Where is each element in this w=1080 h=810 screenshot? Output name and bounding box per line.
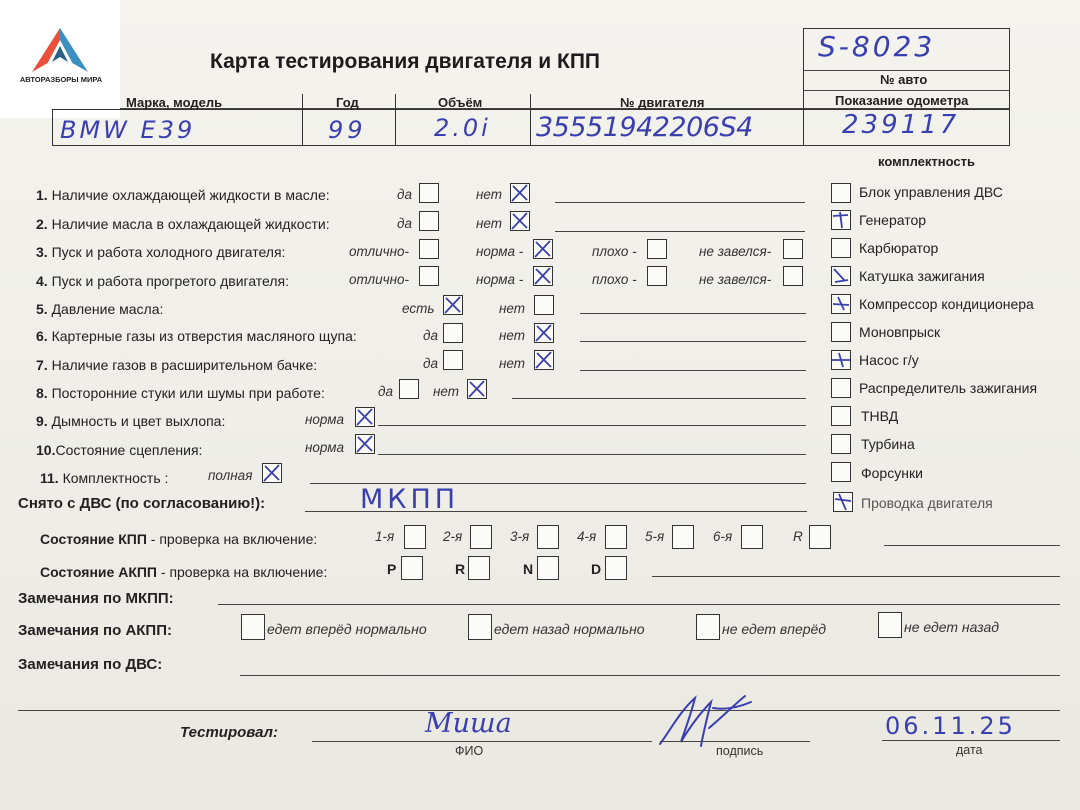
value-odometer: 239117 [842,110,960,140]
col-label-engine-number: № двигателя [620,95,705,110]
akpp-gear-n-label: N [523,561,534,577]
q7-opt-no: нет [499,356,526,371]
q6-opt-no: нет [499,328,526,343]
check-mark-icon [830,209,852,231]
tester-name: Миша [425,708,512,739]
akpp-no-backward-label: не едет назад [904,619,999,635]
akpp-gear-p-checkbox[interactable] [401,556,423,580]
col-label-model: Марка, модель [126,95,223,110]
component-generator-checkbox[interactable] [831,210,851,230]
component-ac-compressor-label: Компрессор кондиционера [859,296,1034,312]
component-distributor-label: Распределитель зажигания [859,380,1038,396]
remarks-dvs-line-1 [240,675,1060,676]
q2-opt-yes: да [397,216,412,231]
q1-opt-yes: да [397,187,412,202]
q11-label: 11. Комплектность : [40,470,169,486]
akpp-gear-r-checkbox[interactable] [468,556,490,580]
kpp-gear-1-label: 1-я [375,529,395,544]
q2-label: 2. Наличие масла в охлаждающей жидкости: [36,216,330,232]
q4-normal-checkbox[interactable] [533,266,553,286]
q3-opt-normal: норма - [476,244,524,259]
removed-label: Снято с ДВС (по согласованию!): [18,495,266,512]
check-mark-icon [466,378,488,400]
check-mark-icon [354,433,376,455]
remarks-mkpp-line [218,604,1060,605]
logo-emblem-icon [30,26,90,74]
akpp-gear-n-checkbox[interactable] [537,556,559,580]
q3-bad-checkbox[interactable] [647,239,667,259]
kpp-gear-4-checkbox[interactable] [605,525,627,549]
q11-opt-full: полная [208,468,253,483]
akpp-no-backward-checkbox[interactable] [878,612,902,638]
akpp-backward-ok-label: едет назад нормально [494,621,645,637]
component-ignition-coil-checkbox[interactable] [831,266,851,286]
component-wiring-label: Проводка двигателя [861,495,993,511]
component-ecu-checkbox[interactable] [831,183,851,203]
q3-opt-not-started: не завелся- [699,244,772,259]
q4-opt-bad: плохо - [592,272,637,287]
value-engine-number: 35551942206S4 [536,112,753,143]
component-turbine-label: Турбина [861,436,915,452]
q7-opt-yes: да [423,356,438,371]
q4-excellent-checkbox[interactable] [419,266,439,286]
component-ecu-label: Блок управления ДВС [859,184,1003,200]
component-ignition-coil-label: Катушка зажигания [859,268,985,284]
component-turbine-checkbox[interactable] [831,434,851,454]
remarks-dvs-label: Замечания по ДВС: [18,656,163,673]
check-mark-icon [442,294,464,316]
component-carburetor-label: Карбюратор [859,240,939,256]
q8-no-checkbox[interactable] [467,379,487,399]
remarks-dvs-line-2 [18,710,1060,711]
q6-label: 6. Картерные газы из отверстия масляного щупа: [36,328,357,344]
check-mark-icon [832,491,854,513]
q7-yes-checkbox[interactable] [443,350,463,370]
check-mark-icon [354,406,376,428]
component-mono-injection-checkbox[interactable] [831,322,851,342]
value-volume: 2.0i [434,114,491,142]
q4-opt-excellent: отлично- [349,272,409,287]
date-line [882,740,1060,741]
check-mark-icon [532,265,554,287]
check-mark-icon [830,265,852,287]
kpp-gear-r-label: R [793,529,803,544]
q3-excellent-checkbox[interactable] [419,239,439,259]
test-date: 06.11.25 [885,712,1016,740]
car-number-value: S-8023 [818,30,936,63]
remarks-akpp-label: Замечания по АКПП: [18,622,172,639]
kpp-gear-2-label: 2-я [443,529,463,544]
akpp-gear-d-checkbox[interactable] [605,556,627,580]
check-mark-icon [830,349,852,371]
kpp-gear-2-checkbox[interactable] [470,525,492,549]
signature-line [660,741,810,742]
logo-text: АВТОРАЗБОРЫ МИРА [19,75,103,84]
q7-label: 7. Наличие газов в расширительном бачке: [36,357,318,373]
check-mark-icon [261,462,283,484]
component-injection-pump-label: ТНВД [861,408,899,424]
component-injectors-checkbox[interactable] [831,462,851,482]
q4-opt-not-started: не завелся- [699,272,772,287]
kpp-gear-r-checkbox[interactable] [809,525,831,549]
q1-label: 1. Наличие охлаждающей жидкости в масле: [36,187,330,203]
check-mark-icon [532,238,554,260]
check-mark-icon [533,322,555,344]
q2-yes-checkbox[interactable] [419,211,439,231]
check-mark-icon [509,182,531,204]
q1-no-checkbox[interactable] [510,183,530,203]
completeness-heading: комплектность [878,154,975,169]
q4-bad-checkbox[interactable] [647,266,667,286]
q5-yes-checkbox[interactable] [443,295,463,315]
tester-name-line [312,741,652,742]
component-generator-label: Генератор [859,212,927,228]
akpp-gear-r-label: R [455,561,466,577]
akpp-forward-ok-label: едет вперёд нормально [267,621,427,637]
component-distributor-checkbox[interactable] [831,378,851,398]
kpp-gear-4-label: 4-я [577,529,597,544]
component-ps-pump-label: Насос г/у [859,352,919,368]
akpp-gear-p-label: P [387,561,397,577]
col-label-year: Год [336,95,359,110]
check-mark-icon [533,349,555,371]
q9-normal-checkbox[interactable] [355,407,375,427]
q8-label: 8. Посторонние стуки или шумы при работе: [36,385,325,401]
q6-opt-yes: да [423,328,438,343]
q4-opt-normal: норма - [476,272,524,287]
signature-caption: подпись [716,744,764,758]
component-wiring-checkbox[interactable] [833,492,853,512]
q7-no-checkbox[interactable] [534,350,554,370]
component-carburetor-checkbox[interactable] [831,238,851,258]
q9-label: 9. Дымность и цвет выхлопа: [36,413,226,429]
q4-not-started-checkbox[interactable] [783,266,803,286]
value-model: BMW E39 [60,116,196,144]
col-label-odometer: Показание одометра [835,93,969,108]
q8-opt-no: нет [433,384,460,399]
removed-value: МКПП [360,484,460,515]
q6-no-checkbox[interactable] [534,323,554,343]
akpp-backward-ok-checkbox[interactable] [468,614,492,640]
car-number-label: № авто [880,72,928,87]
check-mark-icon [509,210,531,232]
value-year: 99 [328,116,367,144]
check-mark-icon [830,293,852,315]
akpp-gear-d-label: D [591,561,602,577]
q2-no-checkbox[interactable] [510,211,530,231]
q3-opt-bad: плохо - [592,244,637,259]
component-injectors-label: Форсунки [861,465,923,481]
akpp-no-forward-label: не едет вперёд [722,621,827,637]
component-ps-pump-checkbox[interactable] [831,350,851,370]
col-label-volume: Объём [438,95,483,110]
q5-no-checkbox[interactable] [534,295,554,315]
q9-opt-normal: норма [305,412,345,427]
kpp-gear-6-label: 6-я [713,529,733,544]
q1-opt-no: нет [476,187,503,202]
q5-label: 5. Давление масла: [36,301,164,317]
kpp-gear-3-label: 3-я [510,529,530,544]
q8-opt-yes: да [378,384,393,399]
tester-name-caption: ФИО [455,744,484,758]
q3-normal-checkbox[interactable] [533,239,553,259]
akpp-no-forward-checkbox[interactable] [696,614,720,640]
remarks-mkpp-label: Замечания по МКПП: [18,590,174,607]
q3-opt-excellent: отлично- [349,244,409,259]
q4-label: 4. Пуск и работа прогретого двигателя: [36,273,290,289]
component-mono-injection-label: Моновпрыск [859,324,941,340]
q3-not-started-checkbox[interactable] [783,239,803,259]
q10-normal-checkbox[interactable] [355,434,375,454]
q11-full-checkbox[interactable] [262,463,282,483]
q1-yes-checkbox[interactable] [419,183,439,203]
kpp-gear-5-label: 5-я [645,529,665,544]
akpp-label: Состояние АКПП - проверка на включение: [40,564,328,580]
kpp-gear-5-checkbox[interactable] [672,525,694,549]
q10-opt-normal: норма [305,440,345,455]
component-injection-pump-checkbox[interactable] [831,406,851,426]
tested-by-label: Тестировал: [180,724,278,741]
page-title: Карта тестирования двигателя и КПП [210,50,601,73]
q3-label: 3. Пуск и работа холодного двигателя: [36,244,286,260]
component-ac-compressor-checkbox[interactable] [831,294,851,314]
q5-opt-yes: есть [402,301,435,316]
q2-opt-no: нет [476,216,503,231]
kpp-gear-3-checkbox[interactable] [537,525,559,549]
q6-yes-checkbox[interactable] [443,323,463,343]
kpp-gear-1-checkbox[interactable] [404,525,426,549]
akpp-forward-ok-checkbox[interactable] [241,614,265,640]
logo [0,0,120,118]
q5-opt-no: нет [499,301,526,316]
q8-yes-checkbox[interactable] [399,379,419,399]
kpp-gear-6-checkbox[interactable] [741,525,763,549]
date-caption: дата [956,743,983,757]
kpp-label: Состояние КПП - проверка на включение: [40,531,318,547]
q10-label: 10.Состояние сцепления: [36,442,203,458]
